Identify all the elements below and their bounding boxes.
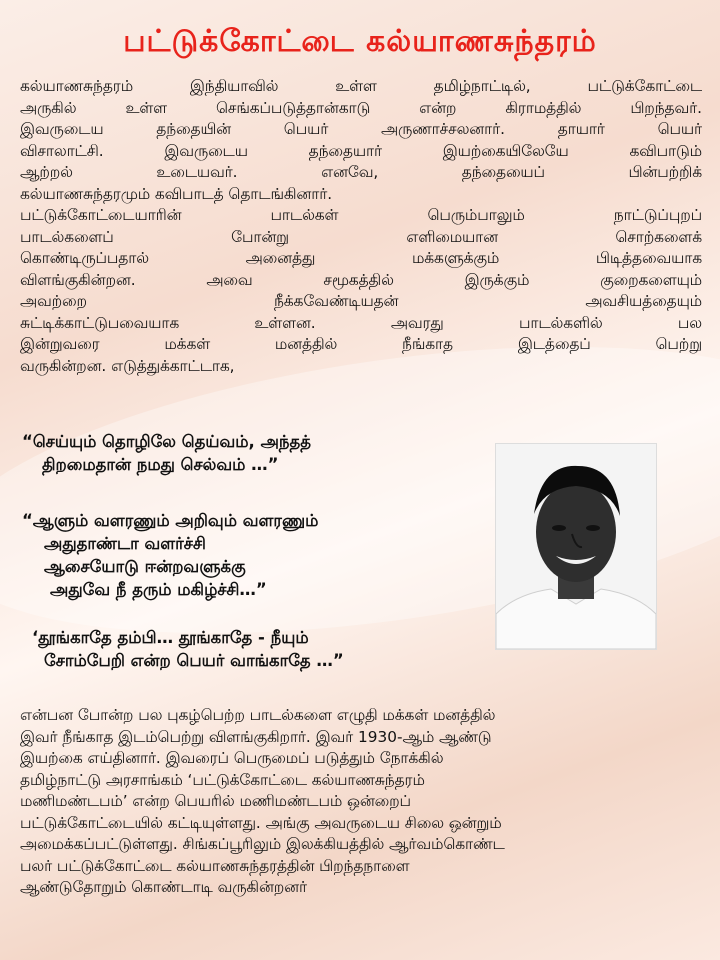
closing-line: மணிமண்டபம்’ என்ற பெயரில் மணிமண்டபம் ஒன்றைப் [20, 792, 411, 810]
intro-line: கொண்டிருப்பதால் அனைத்து மக்களுக்கும் பிடித்தவையாக [20, 249, 702, 267]
closing-line: ஆண்டுதோறும் கொண்டாடி வருகின்றனர் [20, 878, 308, 896]
poem-line: “செய்யும் தொழிலே தெய்வம், அந்தத் [22, 432, 311, 451]
intro-line: பாடல்களைப் போன்று எளிமையான சொற்களைக் [20, 227, 702, 246]
intro-line: பட்டுக்கோட்டையாரின் பாடல்கள் பெரும்பாலும் நாட்டுப்புறப் [20, 206, 702, 224]
intro-line: வருகின்றன. எடுத்துக்காட்டாக, [20, 356, 235, 375]
portrait-photo [495, 443, 657, 650]
poem-1 [22, 430, 311, 476]
intro-line: அவற்றை நீக்கவேண்டியதன் அவசியத்தையும் [20, 292, 702, 310]
intro-line: அருகில் உள்ள செங்கப்படுத்தான்காடு என்ற கிராமத்தில் பிறந்தவர். [20, 98, 702, 117]
poem-line: ‘தூங்காதே தம்பி… தூங்காதே - நீயும் [32, 628, 309, 647]
poem-line: அதுதாண்டா வளர்ச்சி [44, 534, 206, 553]
poem-3 [22, 626, 344, 672]
closing-line: இவர் நீங்காத இடம்பெற்று விளங்குகிறார். இவர் 1930-ஆம் ஆண்டு [20, 727, 492, 746]
poem-2 [22, 509, 318, 601]
poem-line: அதுவே நீ தரும் மகிழ்ச்சி…” [50, 580, 267, 599]
closing-line: பலர் பட்டுக்கோட்டை கல்யாணசுந்தரத்தின் பிறந்தநாளை [20, 856, 410, 875]
intro-line: சுட்டிக்காட்டுபவையாக உள்ளன. அவரது பாடல்களில் பல [20, 313, 702, 332]
intro-line: விளங்குகின்றன. அவை சமூகத்தில் இருக்கும் குறைகளையும் [20, 270, 702, 289]
closing-line: அமைக்கப்பட்டுள்ளது. சிங்கப்பூரிலும் இலக்கியத்தில் ஆர்வம்கொண்ட [20, 835, 505, 853]
poem-line: “ஆளும் வளரணும் அறிவும் வளரணும் [22, 511, 319, 530]
poem-line: ஆசையோடு ஈன்றவளுக்கு [44, 557, 246, 576]
poem-line: திறமைதான் நமது செல்வம் …” [42, 455, 279, 474]
intro-line: இன்றுவரை மக்கள் மனத்தில் நீங்காத இடத்தைப் பெற்று [20, 335, 702, 353]
page-title: பட்டுக்கோட்டை கல்யாணசுந்தரம் [123, 24, 597, 59]
poem-line: சோம்பேறி என்ற பெயர் வாங்காதே …” [44, 651, 344, 670]
intro-line: இவருடைய தந்தையின் பெயர் அருணாச்சலனார். தாயார் பெயர் [20, 120, 702, 138]
closing-line: இயற்கை எய்தினார். இவரைப் பெருமைப் படுத்தும் நோக்கில் [20, 749, 444, 767]
intro-line: விசாலாட்சி. இவருடைய தந்தையார் இயற்கையிலேயே கவிபாடும் [20, 141, 702, 160]
closing-line: பட்டுக்கோட்டையில் கட்டியுள்ளது. அங்கு அவருடைய சிலை ஒன்றும் [20, 813, 502, 832]
intro-line: கல்யாணசுந்தரம் இந்தியாவில் உள்ள தமிழ்நாட்டில், பட்டுக்கோட்டை [20, 77, 702, 95]
closing-paragraph [20, 705, 505, 899]
closing-line: என்பன போன்ற பல புகழ்பெற்ற பாடல்களை எழுதி மக்கள் மனத்தில் [20, 706, 496, 724]
closing-line: தமிழ்நாட்டு அரசாங்கம் ‘பட்டுக்கோட்டை கல்யாணசுந்தரம் [20, 770, 425, 789]
intro-line: ஆற்றல் உடையவர். எனவே, தந்தையைப் பின்பற்றிக் [20, 163, 702, 181]
intro-line: கல்யாணசுந்தரமும் கவிபாடத் தொடங்கினார். [20, 184, 333, 203]
intro-paragraph [20, 76, 702, 377]
